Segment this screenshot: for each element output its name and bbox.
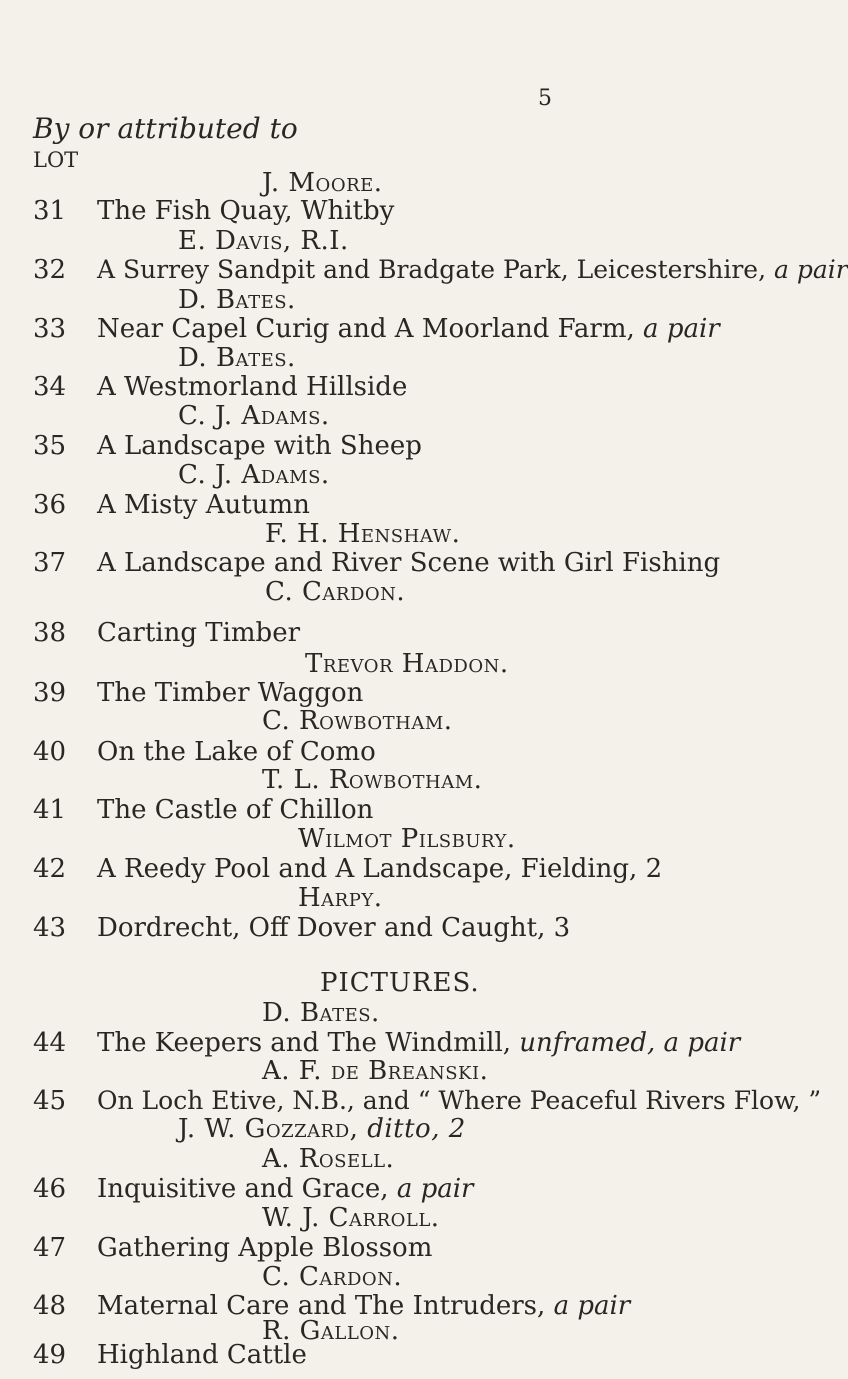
lot-title: Inquisitive and Grace, a pair — [97, 1174, 474, 1204]
lot-title: Highland Cattle — [97, 1340, 307, 1370]
artist-name: J. Moore. — [262, 168, 383, 198]
lot-title: The Castle of Chillon — [97, 795, 374, 825]
section-heading: PICTURES. — [320, 968, 480, 998]
artist-name: W. J. Carroll. — [262, 1203, 440, 1233]
artist-name: C. Rowbotham. — [262, 706, 453, 736]
artist-name: C. Cardon. — [265, 577, 406, 607]
lot-title: A Surrey Sandpit and Bradgate Park, Leicestershire, a pair — [97, 255, 848, 284]
lot-number: 42 — [33, 854, 67, 884]
lot-number: 34 — [33, 372, 67, 402]
artist-name: A. F. de Breanski. — [262, 1056, 489, 1086]
lot-note: a pair — [643, 314, 720, 344]
page-heading: By or attributed to — [33, 112, 298, 145]
lot-title: A Westmorland Hillside — [97, 372, 408, 402]
artist-name: E. Davis, R.I. — [178, 226, 349, 256]
artist-name: J. W. Gozzard, ditto, 2 — [178, 1114, 466, 1144]
artist-name: C. J. Adams. — [178, 460, 330, 490]
artist-name: Harpy. — [298, 883, 383, 913]
lot-title: The Keepers and The Windmill, unframed, a pair — [97, 1028, 741, 1058]
lot-title: The Timber Waggon — [97, 678, 364, 708]
lot-note: a pair — [553, 1291, 631, 1321]
artist-name: C. J. Adams. — [178, 401, 330, 431]
lot-number: 36 — [33, 490, 67, 520]
lot-note: a pair — [773, 255, 848, 284]
lot-title: Carting Timber — [97, 618, 301, 648]
lot-number: 49 — [33, 1340, 67, 1370]
lot-note: unframed, a pair — [519, 1028, 741, 1058]
artist-name: A. Rosell. — [262, 1144, 395, 1174]
lot-note: a pair — [396, 1174, 474, 1204]
lot-number: 41 — [33, 795, 67, 825]
lot-title: A Misty Autumn — [97, 490, 310, 520]
artist-name: Wilmot Pilsbury. — [298, 824, 516, 854]
artist-note: ditto, 2 — [367, 1114, 466, 1144]
lot-title: The Fish Quay, Whitby — [97, 196, 395, 226]
lot-number: 45 — [33, 1086, 67, 1116]
lot-number: 44 — [33, 1028, 67, 1058]
page-number: 5 — [538, 86, 552, 111]
artist-name: D. Bates. — [178, 285, 296, 315]
lot-title: A Landscape with Sheep — [97, 431, 422, 461]
lot-title: Dordrecht, Off Dover and Caught, 3 — [97, 913, 571, 943]
lot-title: On the Lake of Como — [97, 737, 376, 767]
lot-title: Near Capel Curig and A Moorland Farm, a pair — [97, 314, 720, 344]
lot-number: 31 — [33, 196, 67, 226]
lot-number: 37 — [33, 548, 67, 578]
lot-column-label: LOT — [33, 148, 79, 172]
lot-title: A Reedy Pool and A Landscape, Fielding, 2 — [97, 854, 663, 884]
lot-title: Maternal Care and The Intruders, a pair — [97, 1291, 631, 1321]
lot-number: 35 — [33, 431, 67, 461]
artist-name: C. Cardon. — [262, 1262, 403, 1292]
artist-name: F. H. Henshaw. — [265, 519, 461, 549]
lot-number: 33 — [33, 314, 67, 344]
lot-number: 32 — [33, 255, 67, 285]
artist-name: Trevor Haddon. — [305, 649, 509, 679]
lot-number: 39 — [33, 678, 67, 708]
artist-name: D. Bates. — [178, 343, 296, 373]
artist-name: T. L. Rowbotham. — [262, 765, 483, 795]
artist-name: D. Bates. — [262, 998, 380, 1028]
lot-number: 48 — [33, 1291, 67, 1321]
artist-name: R. Gallon. — [262, 1316, 400, 1346]
lot-number: 46 — [33, 1174, 67, 1204]
lot-number: 38 — [33, 618, 67, 648]
lot-number: 40 — [33, 737, 67, 767]
lot-title: A Landscape and River Scene with Girl Fishing — [97, 548, 721, 578]
lot-title: On Loch Etive, N.B., and “ Where Peaceful Rivers Flow, ” — [97, 1086, 822, 1115]
lot-number: 47 — [33, 1233, 67, 1263]
lot-number: 43 — [33, 913, 67, 943]
lot-title: Gathering Apple Blossom — [97, 1233, 433, 1263]
